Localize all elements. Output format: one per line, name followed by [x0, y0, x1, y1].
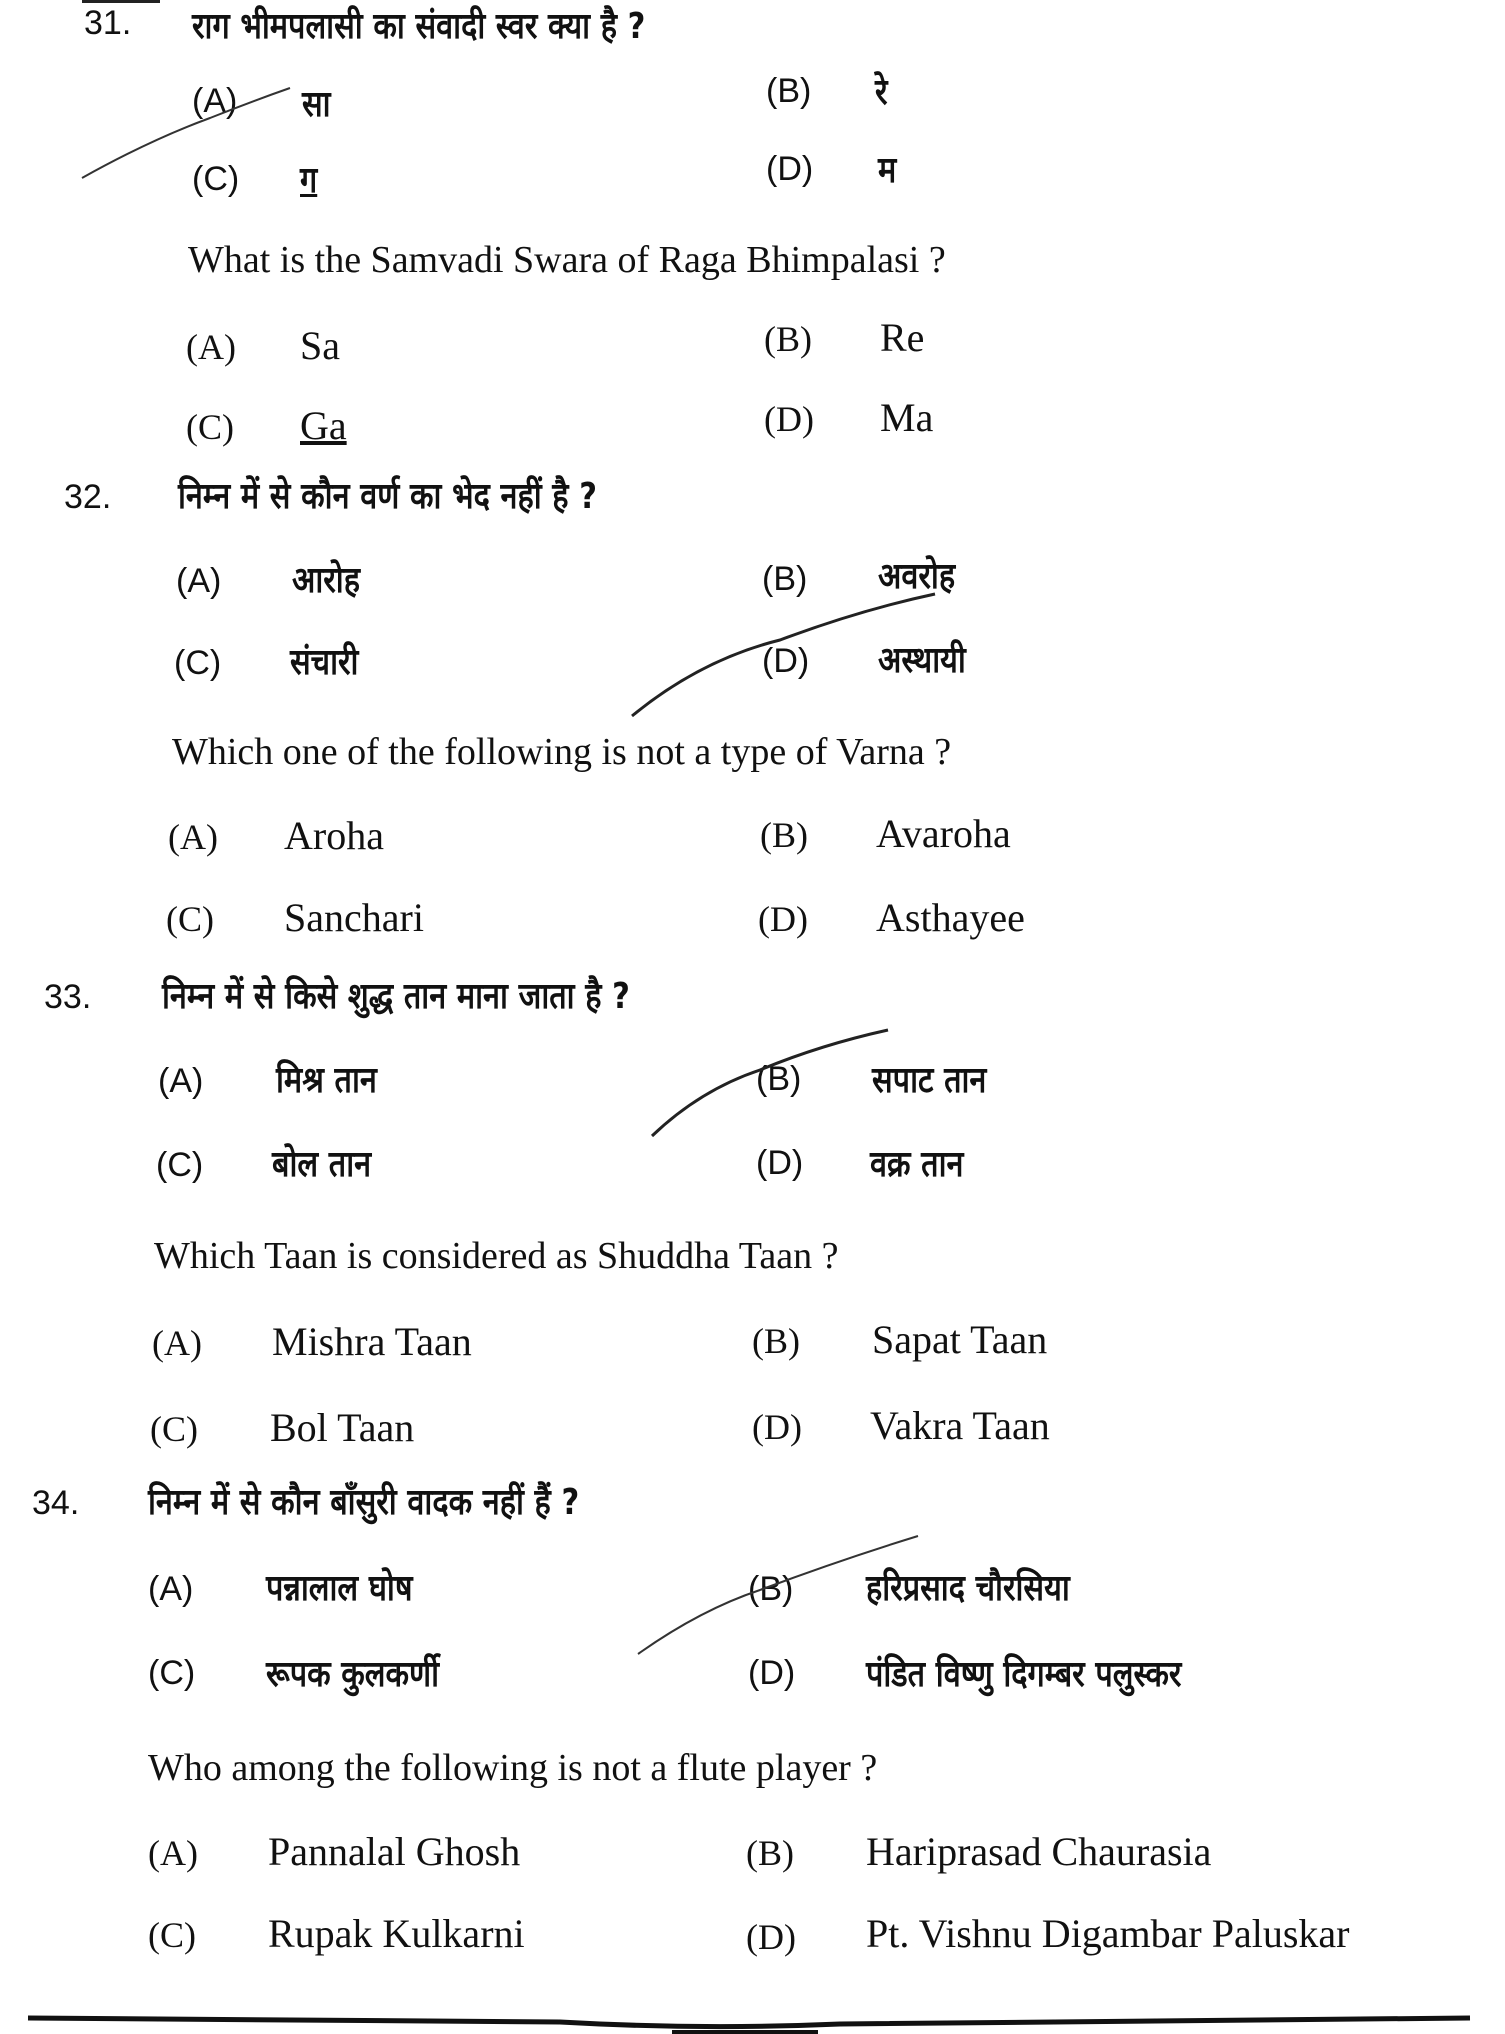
option-text: Hariprasad Chaurasia [866, 1829, 1212, 1874]
question-text-english: Which one of the following is not a type of Varna ? [172, 731, 952, 773]
option-label[interactable]: (D) [764, 399, 814, 439]
question-text-english: Which Taan is considered as Shuddha Taan ? [154, 1235, 839, 1277]
option-text: Aroha [284, 813, 384, 858]
question-text-hindi: निम्न में से कौन बाँसुरी वादक नहीं हैं ? [148, 1482, 580, 1523]
question-text-hindi: निम्न में से कौन वर्ण का भेद नहीं है ? [178, 476, 597, 517]
option-text: Mishra Taan [272, 1319, 472, 1364]
option-label[interactable]: (A) [192, 82, 238, 120]
option-text: Sanchari [284, 895, 424, 940]
question-text-english: What is the Samvadi Swara of Raga Bhimpalasi ? [188, 239, 946, 281]
option-label[interactable]: (A) [168, 817, 218, 857]
question-number: 33. [44, 978, 92, 1016]
question-number: 31. [84, 4, 132, 42]
option-text: बोल तान [272, 1144, 372, 1185]
option-text: Sa [300, 323, 340, 368]
option-text: ग [300, 160, 318, 201]
option-text: पंडित विष्णु दिगम्बर पलुस्कर [866, 1654, 1182, 1695]
option-label[interactable]: (D) [758, 899, 808, 939]
option-text: Ga [300, 403, 347, 448]
option-label[interactable]: (B) [746, 1833, 794, 1873]
option-label[interactable]: (A) [152, 1323, 202, 1363]
option-label[interactable]: (B) [748, 1570, 794, 1608]
option-text: Bol Taan [270, 1405, 415, 1450]
question-text-hindi: राग भीमपलासी का संवादी स्वर क्या है ? [192, 6, 646, 47]
option-label[interactable]: (B) [764, 319, 812, 359]
option-label[interactable]: (A) [148, 1570, 194, 1608]
option-text: Re [880, 315, 925, 360]
option-label[interactable]: (D) [746, 1917, 796, 1957]
option-text: रे [875, 72, 888, 113]
option-text: सा [302, 84, 331, 125]
option-label[interactable]: (A) [148, 1833, 198, 1873]
option-label[interactable]: (D) [756, 1144, 804, 1182]
option-text: म [878, 150, 897, 191]
option-label[interactable]: (B) [766, 72, 812, 110]
option-text: Asthayee [876, 895, 1025, 940]
bottom-rule [28, 2018, 1470, 2027]
option-label[interactable]: (C) [186, 407, 234, 447]
option-text: मिश्र तान [276, 1060, 377, 1101]
option-label[interactable]: (B) [756, 1060, 802, 1098]
option-label[interactable]: (A) [176, 562, 222, 600]
question-number: 32. [64, 478, 112, 516]
option-label[interactable]: (D) [752, 1407, 802, 1447]
option-text: Sapat Taan [872, 1317, 1048, 1362]
page-number-tab [672, 2030, 818, 2034]
option-label[interactable]: (C) [148, 1915, 196, 1955]
top-rule [82, 0, 160, 3]
option-label[interactable]: (D) [762, 642, 810, 680]
option-text: Vakra Taan [870, 1403, 1050, 1448]
option-text: Pannalal Ghosh [268, 1829, 521, 1874]
option-text: Ma [880, 395, 934, 440]
option-label[interactable]: (C) [150, 1409, 198, 1449]
option-label[interactable]: (B) [760, 815, 808, 855]
option-text: रूपक कुलकर्णी [266, 1654, 440, 1695]
option-label[interactable]: (A) [158, 1062, 204, 1100]
option-label[interactable]: (C) [166, 899, 214, 939]
option-label[interactable]: (A) [186, 327, 236, 367]
option-text: अवरोह [878, 556, 956, 597]
pen-mark-q31 [82, 88, 290, 178]
option-text: सपाट तान [872, 1060, 987, 1101]
option-label[interactable]: (B) [762, 560, 808, 598]
option-text: Pt. Vishnu Digambar Paluskar [866, 1911, 1350, 1956]
option-label[interactable]: (C) [156, 1146, 204, 1184]
option-text: संचारी [290, 642, 359, 683]
option-label[interactable]: (C) [174, 644, 222, 682]
option-text: आरोह [292, 560, 360, 601]
option-text: Rupak Kulkarni [268, 1911, 525, 1956]
option-label[interactable]: (D) [748, 1654, 796, 1692]
option-label[interactable]: (C) [148, 1654, 196, 1692]
option-text: अस्थायी [878, 640, 966, 681]
option-label[interactable]: (C) [192, 160, 240, 198]
question-number: 34. [32, 1484, 80, 1522]
question-text-hindi: निम्न में से किसे शुद्ध तान माना जाता है ? [162, 976, 630, 1017]
option-text: पन्नालाल घोष [266, 1568, 413, 1609]
option-label[interactable]: (D) [766, 150, 814, 188]
question-text-english: Who among the following is not a flute player ? [148, 1747, 878, 1789]
option-label[interactable]: (B) [752, 1321, 800, 1361]
option-text: Avaroha [876, 811, 1011, 856]
option-text: हरिप्रसाद चौरसिया [866, 1568, 1070, 1609]
option-text: वक्र तान [870, 1144, 964, 1185]
